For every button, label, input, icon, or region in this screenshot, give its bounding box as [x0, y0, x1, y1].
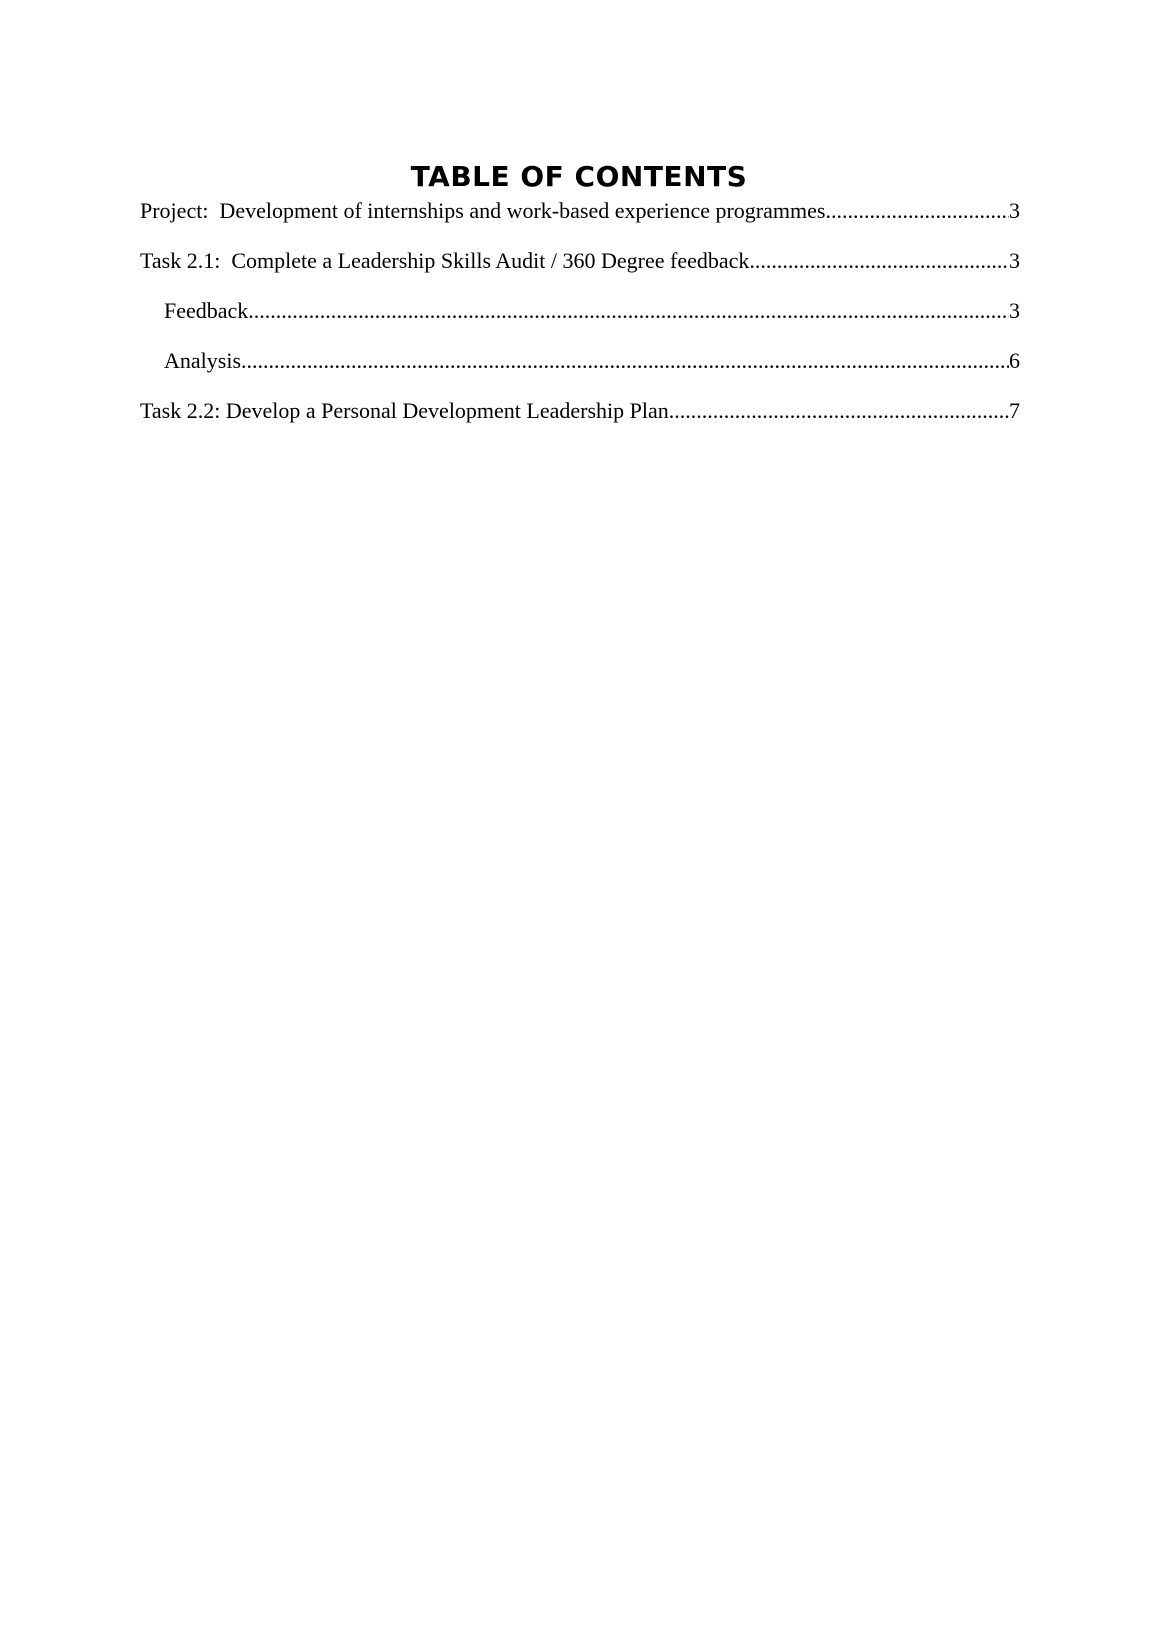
toc-page-number: 3 [1009, 298, 1020, 323]
toc-dot-leader [669, 396, 1009, 426]
toc-page-number: 7 [1009, 398, 1020, 423]
toc-entry-feedback[interactable] [140, 296, 1020, 346]
toc-dot-leader [241, 346, 1009, 376]
toc-entry-text: Feedback [164, 298, 249, 323]
toc-dot-leader [825, 196, 1009, 226]
toc-page-number: 3 [1009, 198, 1020, 223]
toc-entry-project[interactable] [140, 196, 1020, 246]
toc-entry-text: Task 2.2: Develop a Personal Development Leadership Plan [140, 398, 669, 423]
toc-list [140, 196, 1020, 446]
toc-page-number: 6 [1009, 348, 1020, 373]
toc-entry-task-2-2[interactable] [140, 396, 1020, 446]
toc-page-number: 3 [1009, 248, 1020, 273]
toc-entry-analysis[interactable] [140, 346, 1020, 396]
toc-entry-text: Analysis [164, 348, 241, 373]
toc-dot-leader [749, 246, 1009, 276]
toc-title: TABLE OF CONTENTS [410, 160, 748, 193]
toc-entry-text: Task 2.1: Complete a Leadership Skills Audit / 360 Degree feedback [140, 248, 750, 273]
toc-dot-leader [248, 296, 1009, 326]
toc-entry-task-2-1[interactable] [140, 246, 1020, 296]
toc-entry-text: Project: Development of internships and work-based experience programmes [140, 198, 826, 223]
